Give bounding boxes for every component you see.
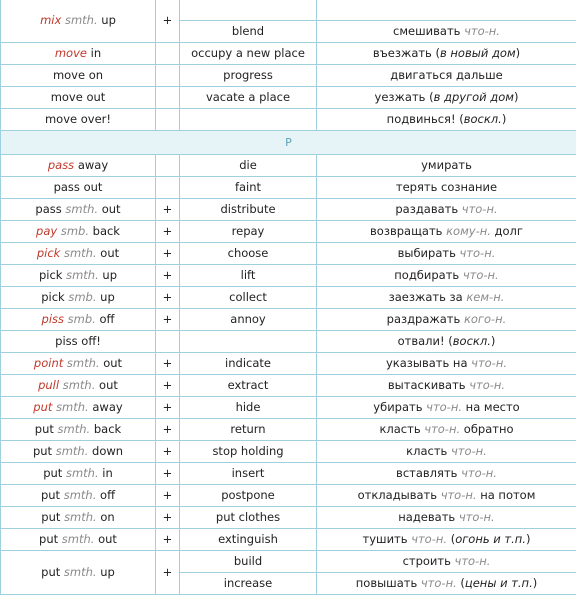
verb-particle: off	[99, 312, 115, 326]
translation-fragment: что-н.	[454, 554, 491, 568]
verb-particle: down	[92, 444, 124, 458]
translation-fragment: (	[456, 576, 465, 590]
english-meaning-cell	[180, 109, 317, 131]
phrasal-verb-cell	[1, 221, 156, 243]
table-row	[1, 353, 576, 375]
table-row	[1, 65, 576, 87]
russian-translation-cell	[317, 507, 576, 529]
separable-marker-cell: +	[156, 419, 180, 441]
table-row	[1, 463, 576, 485]
english-meaning-cell: lift	[180, 265, 317, 287]
table-row	[1, 177, 576, 199]
verb-particle: out	[83, 180, 103, 194]
translation-fragment: обратно	[460, 422, 514, 436]
russian-translation-cell	[317, 21, 576, 43]
translation-fragment: тушить	[362, 532, 412, 546]
separable-marker-cell: +	[156, 0, 180, 43]
verb-word: piss	[55, 334, 78, 348]
russian-translation-cell	[317, 419, 576, 441]
verb-word: move	[52, 68, 86, 82]
translation-fragment: что-н.	[464, 24, 500, 38]
translation-fragment: огонь и т.п.	[455, 532, 526, 546]
separable-marker-cell: +	[156, 441, 180, 463]
phrasal-verb-cell	[1, 397, 156, 419]
object-placeholder: smth.	[65, 466, 99, 480]
english-meaning-cell: extinguish	[180, 529, 317, 551]
separable-marker-cell: +	[156, 463, 180, 485]
translation-fragment: что-н.	[461, 466, 497, 480]
phrasal-verb-cell	[1, 309, 156, 331]
translation-fragment: что-н.	[450, 444, 487, 458]
phrasal-verb-cell	[1, 43, 156, 65]
verb-particle: up	[102, 268, 118, 282]
separable-marker-cell: +	[156, 243, 180, 265]
verb-word: put	[41, 510, 61, 524]
verb-particle: up	[100, 565, 115, 579]
translation-fragment: )	[525, 532, 531, 546]
phrasal-verb-cell	[1, 287, 156, 309]
table-row	[1, 199, 576, 221]
separable-marker-cell: +	[156, 309, 180, 331]
verb-word: move	[50, 90, 83, 104]
verb-particle: off!	[81, 334, 101, 348]
letter-heading: P	[1, 131, 576, 155]
english-meaning-cell	[180, 0, 317, 21]
english-meaning-cell: distribute	[180, 199, 317, 221]
separable-marker-cell	[156, 87, 180, 109]
phrasal-verb-cell	[1, 551, 156, 595]
object-placeholder: smth.	[61, 532, 95, 546]
translation-fragment: класть	[406, 444, 451, 458]
table-row	[1, 441, 576, 463]
verb-word: piss	[41, 312, 65, 326]
verb-particle: back	[93, 422, 122, 436]
verb-word: point	[33, 356, 64, 370]
object-placeholder: smth.	[63, 488, 97, 502]
translation-fragment: что-н.	[458, 510, 495, 524]
translation-fragment: что-н.	[426, 400, 463, 414]
separable-marker-cell: +	[156, 397, 180, 419]
russian-translation-cell	[317, 485, 576, 507]
translation-fragment: раздавать	[395, 202, 462, 216]
verb-particle: back	[92, 224, 120, 238]
english-meaning-cell: vacate a place	[180, 87, 317, 109]
translation-fragment: что-н.	[459, 246, 496, 260]
translation-fragment: на место	[462, 400, 520, 414]
table-row	[1, 529, 576, 551]
verb-word: put	[33, 400, 53, 414]
russian-translation-cell	[317, 441, 576, 463]
translation-fragment: что-н.	[411, 532, 448, 546]
translation-fragment: смешивать	[393, 24, 465, 38]
object-placeholder: smth.	[66, 356, 100, 370]
object-placeholder: smth.	[66, 268, 99, 282]
translation-fragment: долг	[490, 224, 523, 238]
verb-word: pass	[47, 158, 75, 172]
verb-word: move	[44, 112, 78, 126]
table-row	[1, 331, 576, 353]
phrasal-verb-cell	[1, 199, 156, 221]
separable-marker-cell	[156, 177, 180, 199]
object-placeholder: smth.	[57, 422, 91, 436]
english-meaning-cell: repay	[180, 221, 317, 243]
object-placeholder: smth.	[56, 400, 89, 414]
verb-word: put	[41, 565, 61, 579]
object-placeholder: smth.	[64, 13, 98, 27]
verb-word: pick	[41, 290, 65, 304]
translation-fragment: подбирать	[394, 268, 463, 282]
verb-word: pass	[53, 180, 80, 194]
verb-word: pass	[35, 202, 62, 216]
translation-fragment: )	[490, 334, 496, 348]
translation-fragment: что-н.	[469, 378, 506, 392]
phrasal-verb-cell	[1, 507, 156, 529]
phrasal-verb-cell	[1, 177, 156, 199]
translation-fragment: выбирать	[397, 246, 460, 260]
verb-particle: out	[103, 356, 123, 370]
russian-translation-cell	[317, 353, 576, 375]
english-meaning-cell: choose	[180, 243, 317, 265]
object-placeholder: smb.	[60, 224, 89, 238]
phrasal-verb-cell	[1, 529, 156, 551]
translation-fragment: отвали! (	[397, 334, 453, 348]
english-meaning-cell: indicate	[180, 353, 317, 375]
phrasal-verb-cell	[1, 0, 156, 43]
russian-translation-cell	[317, 243, 576, 265]
object-placeholder: smth.	[63, 565, 97, 579]
verb-word: pull	[38, 378, 60, 392]
translation-fragment: подвинься! (	[386, 112, 464, 126]
russian-translation-cell	[317, 155, 576, 177]
translation-fragment: надевать	[398, 510, 459, 524]
english-meaning-cell: collect	[180, 287, 317, 309]
translation-fragment: на потом	[476, 488, 536, 502]
verb-particle: out	[99, 378, 118, 392]
phrasal-verb-cell	[1, 463, 156, 485]
translation-fragment: раздражать	[386, 312, 464, 326]
english-meaning-cell: blend	[180, 21, 317, 43]
english-meaning-cell: occupy a new place	[180, 43, 317, 65]
table-row	[1, 109, 576, 131]
translation-fragment: )	[515, 46, 521, 60]
english-meaning-cell: build	[180, 551, 317, 573]
russian-translation-cell	[317, 529, 576, 551]
separable-marker-cell: +	[156, 485, 180, 507]
translation-fragment: )	[532, 576, 538, 590]
verb-word: pay	[36, 224, 58, 238]
separable-marker-cell	[156, 65, 180, 87]
translation-fragment: умирать	[421, 158, 472, 172]
translation-fragment: уезжать (	[374, 90, 434, 104]
verb-word: put	[40, 488, 61, 502]
phrasal-verb-cell	[1, 375, 156, 397]
table-row	[1, 485, 576, 507]
translation-fragment: кого-н.	[463, 312, 507, 326]
separable-marker-cell: +	[156, 375, 180, 397]
separable-marker-cell	[156, 155, 180, 177]
verb-particle: on	[100, 510, 115, 524]
phrasal-verb-cell	[1, 65, 156, 87]
translation-fragment: цены и т.п.	[464, 576, 533, 590]
translation-fragment: в другой дом	[433, 90, 514, 104]
russian-translation-cell	[317, 177, 576, 199]
separable-marker-cell: +	[156, 265, 180, 287]
translation-fragment: кому-н.	[446, 224, 491, 238]
translation-fragment: строить	[402, 554, 455, 568]
translation-fragment: указывать на	[385, 356, 472, 370]
russian-translation-cell	[317, 221, 576, 243]
russian-translation-cell	[317, 199, 576, 221]
table-row	[1, 309, 576, 331]
object-placeholder: smth.	[65, 202, 99, 216]
russian-translation-cell	[317, 65, 576, 87]
table-row	[1, 507, 576, 529]
phrasal-verb-cell	[1, 353, 156, 375]
russian-translation-cell	[317, 551, 576, 573]
translation-fragment: что-н.	[462, 268, 499, 282]
verb-particle: up	[101, 13, 116, 27]
verb-particle: away	[92, 400, 123, 414]
phrasal-verb-cell	[1, 87, 156, 109]
table-row	[1, 0, 576, 21]
russian-translation-cell	[317, 265, 576, 287]
verb-word: move	[54, 46, 87, 60]
translation-fragment: что-н.	[424, 422, 461, 436]
english-meaning-cell: put clothes	[180, 507, 317, 529]
russian-translation-cell	[317, 87, 576, 109]
table-row	[1, 221, 576, 243]
verb-word: put	[43, 466, 63, 480]
verb-particle: out	[86, 90, 106, 104]
separable-marker-cell	[156, 43, 180, 65]
russian-translation-cell	[317, 309, 576, 331]
verb-particle: off	[100, 488, 116, 502]
table-row	[1, 87, 576, 109]
separable-marker-cell: +	[156, 507, 180, 529]
english-meaning-cell: annoy	[180, 309, 317, 331]
verb-particle: in	[90, 46, 102, 60]
translation-fragment: откладывать	[357, 488, 441, 502]
translation-fragment: )	[501, 112, 507, 126]
table-row	[1, 375, 576, 397]
verb-word: put	[39, 532, 59, 546]
separable-marker-cell: +	[156, 529, 180, 551]
phrasal-verb-cell	[1, 155, 156, 177]
verb-particle: out	[100, 246, 120, 260]
translation-fragment: заезжать за	[388, 290, 467, 304]
table-row	[1, 419, 576, 441]
translation-fragment: что-н.	[420, 576, 457, 590]
translation-fragment: кем-н.	[466, 290, 505, 304]
separable-marker-cell	[156, 109, 180, 131]
table-row	[1, 265, 576, 287]
english-meaning-cell: postpone	[180, 485, 317, 507]
table-row	[1, 43, 576, 65]
object-placeholder: smth.	[63, 246, 97, 260]
english-meaning-cell: stop holding	[180, 441, 317, 463]
russian-translation-cell	[317, 287, 576, 309]
translation-fragment: въезжать (	[372, 46, 440, 60]
object-placeholder: smth.	[55, 444, 89, 458]
object-placeholder: smb.	[68, 290, 97, 304]
verb-particle: over!	[80, 112, 112, 126]
translation-fragment: воскл.	[452, 334, 491, 348]
russian-translation-cell	[317, 331, 576, 353]
verb-particle: on	[88, 68, 104, 82]
translation-fragment: что-н.	[471, 356, 508, 370]
verb-word: pick	[38, 268, 63, 282]
verb-word: put	[32, 444, 53, 458]
table-row	[1, 551, 576, 573]
translation-fragment: двигаться дальше	[390, 68, 503, 82]
english-meaning-cell: hide	[180, 397, 317, 419]
phrasal-verb-cell	[1, 331, 156, 353]
verb-word: pick	[36, 246, 61, 260]
translation-fragment: )	[513, 90, 519, 104]
russian-translation-cell	[317, 573, 576, 595]
translation-fragment: вставлять	[396, 466, 462, 480]
table-row	[1, 243, 576, 265]
translation-fragment: вытаскивать	[387, 378, 470, 392]
translation-fragment: возвращать	[370, 224, 447, 238]
object-placeholder: smth.	[64, 510, 97, 524]
translation-fragment: повышать	[355, 576, 421, 590]
verb-particle: up	[100, 290, 115, 304]
verb-particle: in	[102, 466, 113, 480]
separable-marker-cell: +	[156, 551, 180, 595]
phrasal-verb-cell	[1, 441, 156, 463]
letter-divider-row	[1, 131, 576, 155]
separable-marker-cell: +	[156, 353, 180, 375]
russian-translation-cell	[317, 463, 576, 485]
phrasal-verb-cell	[1, 265, 156, 287]
english-meaning-cell	[180, 331, 317, 353]
object-placeholder: smb.	[67, 312, 96, 326]
russian-translation-cell	[317, 0, 576, 21]
verb-particle: out	[98, 532, 117, 546]
translation-fragment: (	[447, 532, 456, 546]
separable-marker-cell	[156, 331, 180, 353]
russian-translation-cell	[317, 375, 576, 397]
translation-fragment: терять сознание	[395, 180, 498, 194]
english-meaning-cell: increase	[180, 573, 317, 595]
phrasal-verb-cell	[1, 419, 156, 441]
phrasal-verb-cell	[1, 243, 156, 265]
separable-marker-cell: +	[156, 221, 180, 243]
verb-word: mix	[40, 13, 62, 27]
table-row	[1, 397, 576, 419]
english-meaning-cell: extract	[180, 375, 317, 397]
verb-particle: away	[77, 158, 109, 172]
russian-translation-cell	[317, 43, 576, 65]
translation-fragment: убирать	[373, 400, 427, 414]
phrasal-verb-cell	[1, 109, 156, 131]
translation-fragment: что-н.	[461, 202, 498, 216]
verb-word: put	[34, 422, 54, 436]
object-placeholder: smth.	[62, 378, 96, 392]
translation-fragment: воскл.	[463, 112, 502, 126]
verb-particle: out	[101, 202, 121, 216]
phrasal-verb-cell	[1, 485, 156, 507]
separable-marker-cell: +	[156, 287, 180, 309]
translation-fragment: класть	[379, 422, 425, 436]
english-meaning-cell: return	[180, 419, 317, 441]
russian-translation-cell	[317, 109, 576, 131]
translation-fragment: что-н.	[440, 488, 477, 502]
english-meaning-cell: insert	[180, 463, 317, 485]
russian-translation-cell	[317, 397, 576, 419]
translation-fragment: в новый дом	[439, 46, 516, 60]
table-row	[1, 155, 576, 177]
separable-marker-cell: +	[156, 199, 180, 221]
english-meaning-cell: faint	[180, 177, 317, 199]
table-row	[1, 287, 576, 309]
english-meaning-cell: die	[180, 155, 317, 177]
english-meaning-cell: progress	[180, 65, 317, 87]
